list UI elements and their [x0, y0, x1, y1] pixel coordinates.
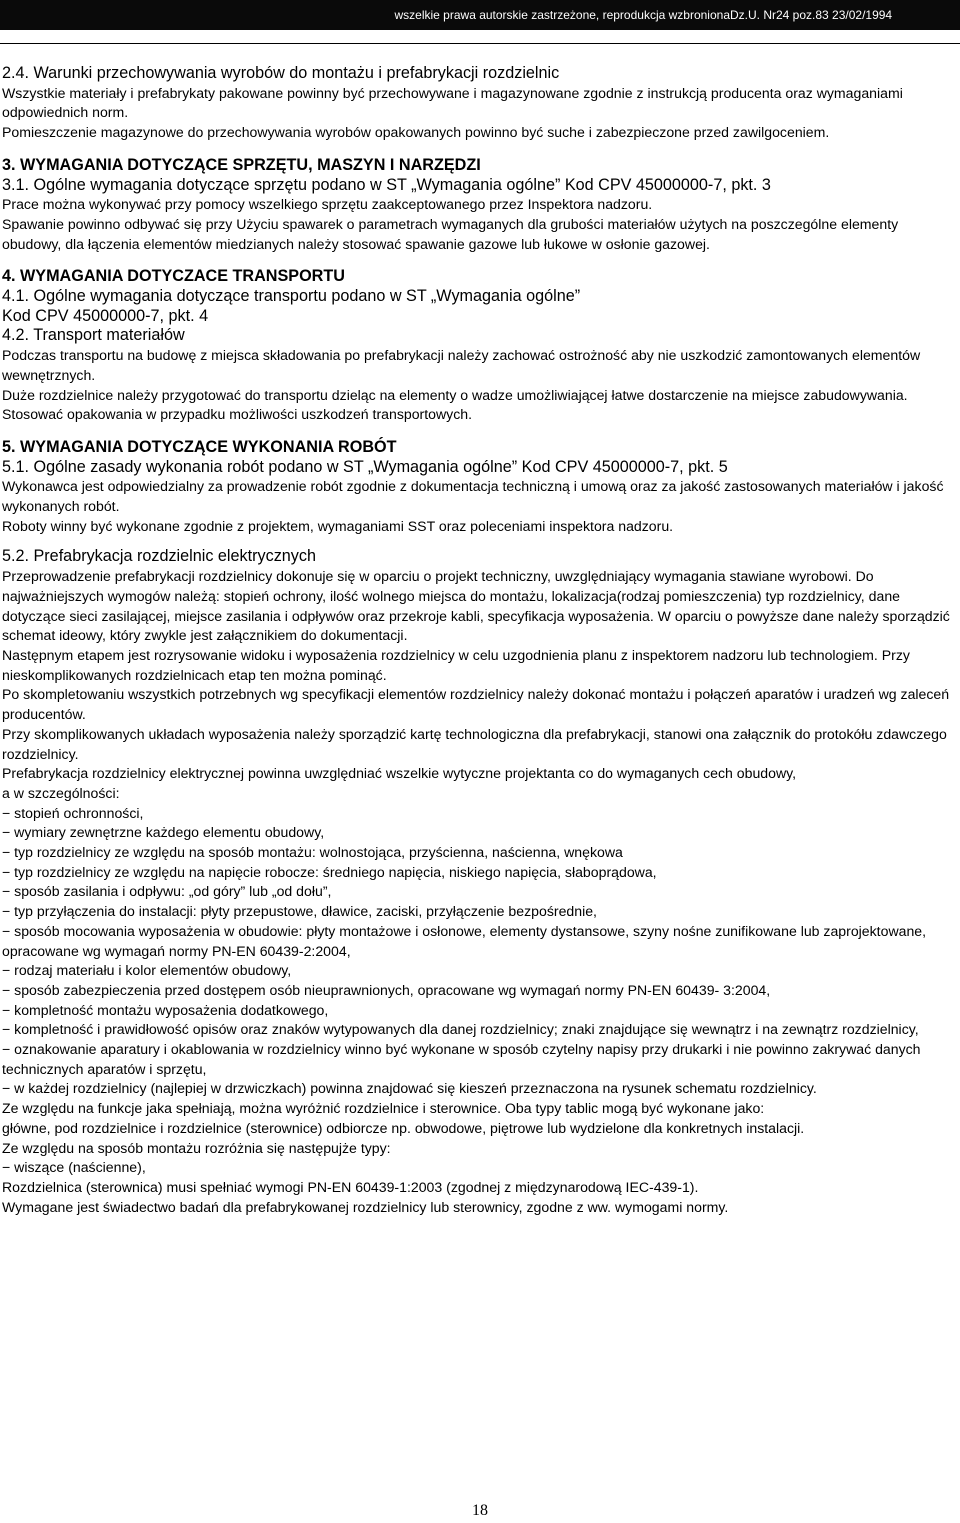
- section-heading: 5. WYMAGANIA DOTYCZĄCE WYKONANIA ROBÓT: [2, 437, 397, 456]
- paragraph: Prefabrykacja rozdzielnicy elektrycznej powinna uwzględniać wszelkie wytyczne projektanta co do wymaganych cech obudowy,: [2, 765, 797, 782]
- paragraph: − kompletność i prawidłowość opisów oraz znaków wytypowanych dla danej rozdzielnicy; znaki znajdujące się wewnątrz i na zewnątrz rozdzielnicy,: [2, 1021, 919, 1038]
- header-reference: Dz.U. Nr24 poz.83 23/02/1994: [730, 8, 893, 22]
- paragraph: Wymagane jest świadectwo badań dla prefabrykowanej rozdzielnicy lub sterownicy, zgodne z ww. wymogami normy.: [2, 1198, 729, 1215]
- paragraph: Rozdzielnica (sterownica) musi spełniać wymogi PN-EN 60439-1:2003 (zgodnej z międzynarodową IEC-439-1).: [2, 1178, 699, 1195]
- spacer: [2, 254, 956, 267]
- paragraph: Wszystkie materiały i prefabrykaty pakowane powinny być przechowywane i magazynowane zgodnie z instrukcją producenta oraz wymaganiami odpowiednich norm.: [2, 84, 903, 121]
- section-heading: 4. WYMAGANIA DOTYCZACE TRANSPORTU: [2, 267, 345, 286]
- paragraph: − rodzaj materiału i kolor elementów obudowy,: [2, 962, 292, 979]
- page-number: 18: [472, 1502, 488, 1519]
- paragraph: − kompletność montażu wyposażenia dodatkowego,: [2, 1001, 329, 1018]
- subsection-heading: 5.1. Ogólne zasady wykonania robót podano w ST „Wymagania ogólne” Kod CPV 45000000-7, pkt. 5: [2, 457, 728, 476]
- subsection-heading: 3.1. Ogólne wymagania dotyczące sprzętu podano w ST „Wymagania ogólne” Kod CPV 45000000-7, pkt. 3: [2, 175, 771, 194]
- paragraph: − typ rozdzielnicy ze względu na napięcie robocze: średniego napięcia, niskiego napięcia, słaboprądowa,: [2, 863, 657, 880]
- paragraph: Podczas transportu na budowę z miejsca składowania po prefabrykacji należy zachować ostrożność aby nie uszkodzić zamontowanych elementów wewnętrznych.: [2, 347, 921, 383]
- subsection-heading: 4.1. Ogólne wymagania dotyczące transportu podano w ST „Wymagania ogólne”: [2, 287, 581, 306]
- paragraph: Przeprowadzenie prefabrykacji rozdzielnicy dokonuje się w oparciu o projekt techniczny, uwzględniający wymagania stawiane wyrobowi. Do najważniejszych wymogów należą: stopień ochrony, ilość wolnego miejsca do montażu, lokalizacja(rodzaj pomieszczenia) typ rozdzielnicy, dane dotyczące sieci zasilającej, miejsce zasilania i odpływów oraz przekroje kabli, specyfikacja wyposażenia. W oparciu o powyższe dane należy sporządzić schemat ideowy, który zwykle jest załącznikiem do dokumentacji.: [2, 568, 950, 644]
- paragraph: Pomieszczenie magazynowe do przechowywania wyrobów opakowanych powinno być suche i zabezpieczone przed zawilgoceniem.: [2, 124, 830, 141]
- paragraph: Przy skomplikowanych układach wyposażenia należy sporządzić kartę technologiczna dla prefabrykacji, stanowi ona załącznik do protokółu zdawczego rozdzielnicy.: [2, 725, 947, 762]
- paragraph: − w każdej rozdzielnicy (najlepiej w drzwiczkach) powinna znajdować się kieszeń przeznaczona na rysunek schematu rozdzielnicy.: [2, 1080, 817, 1097]
- paragraph: Prace można wykonywać przy pomocy wszelkiego sprzętu zaakceptowanego przez Inspektora nadzoru.: [2, 196, 653, 213]
- paragraph: − typ przyłączenia do instalacji: płyty przepustowe, dławice, zaciski, przyłączenie bezpośrednie,: [2, 903, 597, 920]
- subsection-heading: Kod CPV 45000000-7, pkt. 4: [2, 306, 209, 325]
- paragraph: − wymiary zewnętrzne każdego elementu obudowy,: [2, 824, 325, 841]
- paragraph: Po skompletowaniu wszystkich potrzebnych wg specyfikacji elementów rozdzielnicy należy dokonać montażu i połączeń aparatów i uradzeń wg zaleceń producentów.: [2, 686, 950, 723]
- paragraph: Ze względu na sposób montażu rozróżnia się następujże typy:: [2, 1139, 391, 1156]
- paragraph: − sposób mocowania wyposażenia w obudowie: płyty montażowe i osłonowe, elementy dystansowe, szyny nośne zunifikowane lub zaprojektowane, opracowane wg wymagań normy PN-EN 60439-2:2004,: [2, 922, 927, 959]
- document-body: [2, 64, 956, 1217]
- spacer: [2, 425, 956, 438]
- paragraph: − wiszące (naścienne),: [2, 1159, 146, 1176]
- spacer: [2, 143, 956, 156]
- header-rule: [0, 43, 960, 44]
- section-heading: 3. WYMAGANIA DOTYCZĄCE SPRZĘTU, MASZYN I NARZĘDZI: [2, 155, 481, 174]
- paragraph: Ze względu na funkcje jaka spełniają, można wyróżnić rozdzielnice i sterownice. Oba typy tablic mogą być wykonane jako:: [2, 1100, 765, 1117]
- spacer: [2, 536, 956, 547]
- subsection-heading: 2.4. Warunki przechowywania wyrobów do montażu i prefabrykacji rozdzielnic: [2, 64, 560, 82]
- paragraph: − typ rozdzielnicy ze względu na sposób montażu: wolnostojąca, przyścienna, naścienna, wnękowa: [2, 844, 623, 861]
- paragraph: Spawanie powinno odbywać się przy Użyciu spawarek o parametrach wymaganych dla grubości materiałów użytych na poszczególne elementy obudowy, dla łączenia elementów miedzianych należy stosować spawanie gazowe lub łukowe w osłonie gazowej.: [2, 215, 899, 252]
- subsection-heading: 5.2. Prefabrykacja rozdzielnic elektrycznych: [2, 547, 316, 566]
- header-copyright-text: wszelkie prawa autorskie zastrzeżone, reprodukcja wzbroniona: [394, 8, 730, 22]
- paragraph: Następnym etapem jest rozrysowanie widoku i wyposażenia rozdzielnicy w celu uzgodnienia planu z inspektorem nadzoru lub technologiem. Przy nieskomplikowanych rozdzielnicach etap ten można pominąć.: [2, 646, 910, 683]
- paragraph: − sposób zasilania i odpływu: „od góry” lub „od dołu”,: [2, 883, 332, 900]
- paragraph: − sposób zabezpieczenia przed dostępem osób nieuprawnionych, opracowane wg wymagań normy PN-EN 60439- 3:2004,: [2, 981, 771, 998]
- subsection-heading: 4.2. Transport materiałów: [2, 326, 185, 345]
- paragraph: główne, pod rozdzielnice i rozdzielnice (sterownice) odbiorcze np. obwodowe, piętrowe lub wydzielone dla konkretnych instalacji.: [2, 1119, 805, 1136]
- paragraph: Wykonawca jest odpowiedzialny za prowadzenie robót zgodnie z dokumentacja techniczną i umową oraz za jakość zastosowanych materiałów i jakość wykonanych robót.: [2, 478, 944, 515]
- paragraph: Roboty winny być wykonane zgodnie z projektem, wymaganiami SST oraz poleceniami inspektora nadzoru.: [2, 517, 674, 534]
- paragraph: a w szczególności:: [2, 784, 120, 801]
- paragraph: − oznakowanie aparatury i okablowania w rozdzielnicy winno być wykonane w sposób czytelny napisy przy drukarki i nie powinno zakrywać danych technicznych aparatów i sprzętu,: [2, 1041, 921, 1077]
- paragraph: − stopień ochronności,: [2, 804, 144, 821]
- paragraph: Duże rozdzielnice należy przygotować do transportu dzieląc na elementy o wadze umożliwiającej łatwe dostarczenie na miejsce zabudowywania. Stosować opakowania w przypadku możliwości uszkodzeń transportowych.: [2, 386, 908, 423]
- header-bar: [0, 0, 960, 30]
